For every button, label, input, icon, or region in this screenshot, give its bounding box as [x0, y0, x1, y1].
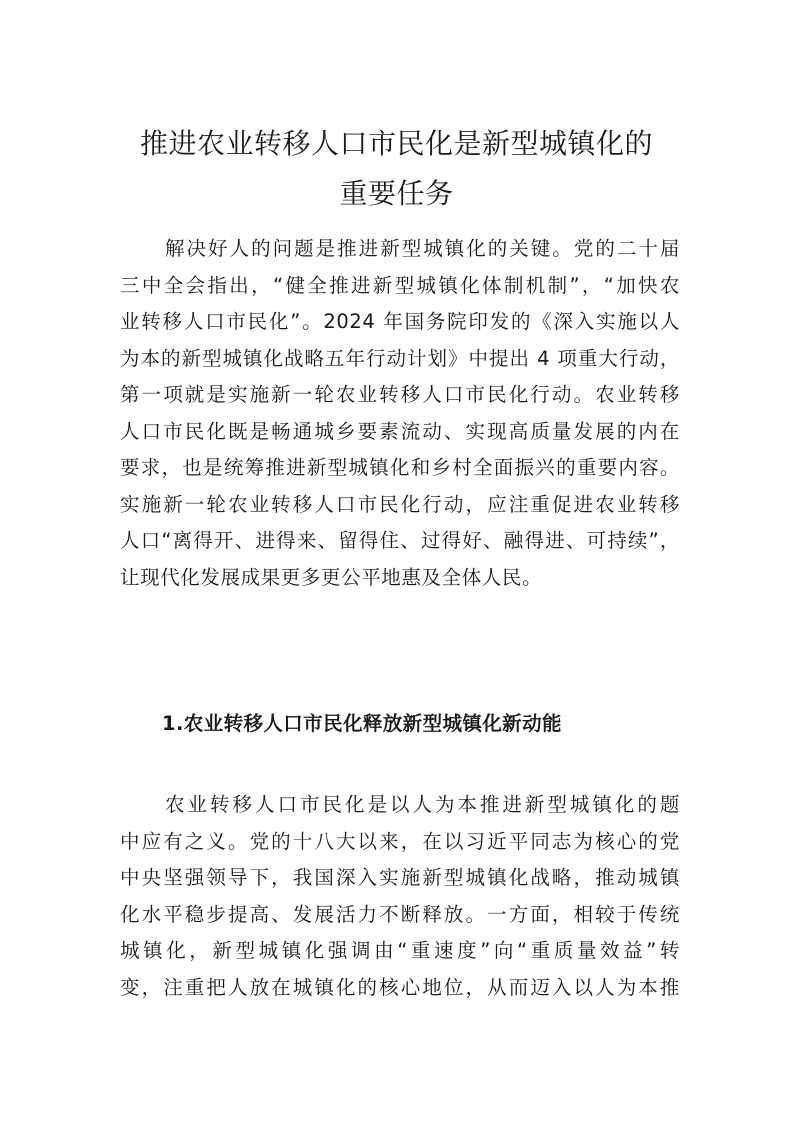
paragraph-section-1	[120, 787, 680, 1006]
paragraph-line: 第一项就是实施新一轮农业转移人口市民化行动。农业转移	[120, 383, 680, 406]
paragraph-line: 业转移人口市民化”。2024 年国务院印发的《深入实施以人	[120, 310, 680, 333]
paragraph-intro	[120, 231, 680, 596]
paragraph-line: 中应有之义。党的十八大以来，在以习近平同志为核心的党	[120, 829, 680, 853]
document-title-line-1: 推进农业转移人口市民化是新型城镇化的	[139, 127, 653, 160]
paragraph-line: 解决好人的问题是推进新型城镇化的关键。党的二十届	[165, 237, 680, 260]
paragraph-line: 农业转移人口市民化是以人为本推进新型城镇化的题	[165, 793, 680, 816]
paragraph-line: 中央坚强领导下，我国深入实施新型城镇化战略，推动城镇	[120, 866, 680, 889]
section-heading: 1.农业转移人口市民化释放新型城镇化新动能	[162, 712, 562, 735]
paragraph-line: 化水平稳步提高、发展活力不断释放。一方面，相较于传统	[120, 902, 680, 926]
paragraph-line: 三中全会指出，“健全推进新型城镇化体制机制”，“加快农	[120, 273, 680, 297]
document-title-line-2: 重要任务	[339, 177, 454, 210]
paragraph-line: 城镇化，新型城镇化强调由“重速度”向“重质量效益”转	[120, 939, 680, 962]
paragraph-line: 人口市民化既是畅通城乡要素流动、实现高质量发展的内在	[120, 419, 680, 443]
paragraph-line: 实施新一轮农业转移人口市民化行动，应注重促进农业转移	[120, 492, 680, 516]
paragraph-line: 让现代化发展成果更多更公平地惠及全体人民。	[120, 565, 543, 589]
paragraph-line: 变，注重把人放在城镇化的核心地位，从而迈入以人为本推	[120, 975, 680, 999]
paragraph-line: 人口“离得开、进得来、留得住、过得好、融得进、可持续”，	[120, 529, 680, 552]
paragraph-line: 要求，也是统筹推进新型城镇化和乡村全面振兴的重要内容。	[120, 456, 680, 479]
paragraph-line: 为本的新型城镇化战略五年行动计划》中提出 4 项重大行动，	[120, 346, 680, 370]
